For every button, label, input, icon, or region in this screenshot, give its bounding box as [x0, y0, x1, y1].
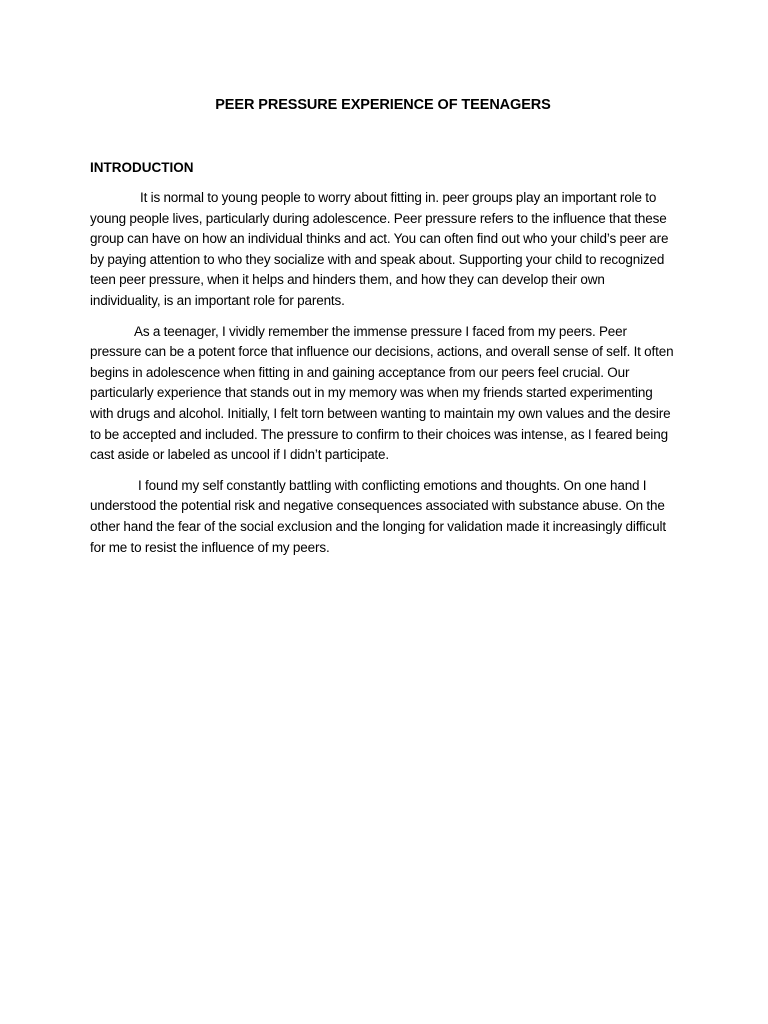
paragraph-2: As a teenager, I vividly remember the immense pressure I faced from my peers. Peer pressure can be a potent force that influence our decisions, actions, and overall sense of self. It often begins in adolescence when fitting in and gaining acceptance from our peers feel crucial. Our particularly experience that stands out in my memory was when my friends started experimenting with drugs and alcohol. Initially, I felt torn between wanting to maintain my own values and the desire to be accepted and included. The pressure to confirm to their choices was intense, as I feared being cast aside or labeled as uncool if I didn’t participate.: [90, 323, 674, 463]
document-body: [90, 95, 676, 558]
document-title: PEER PRESSURE EXPERIENCE OF TEENAGERS: [215, 97, 551, 113]
paragraph-3: I found my self constantly battling with conflicting emotions and thoughts. On one hand I understood the potential risk and negative consequences associated with substance abuse. On the other hand the fear of the social exclusion and the longing for validation made it increasingly difficult for me to resist the influence of my peers.: [90, 477, 666, 555]
paragraph-1: It is normal to young people to worry about fitting in. peer groups play an important role to young people lives, particularly during adolescence. Peer pressure refers to the influence that these group can have on how an individual thinks and act. You can often find out who your child’s peer are by paying attention to who they socialize with and speak about. Supporting your child to recognized teen peer pressure, when it helps and hinders them, and how they can develop their own individuality, is an important role for parents.: [90, 190, 669, 308]
section-heading-introduction: INTRODUCTION: [90, 160, 194, 175]
